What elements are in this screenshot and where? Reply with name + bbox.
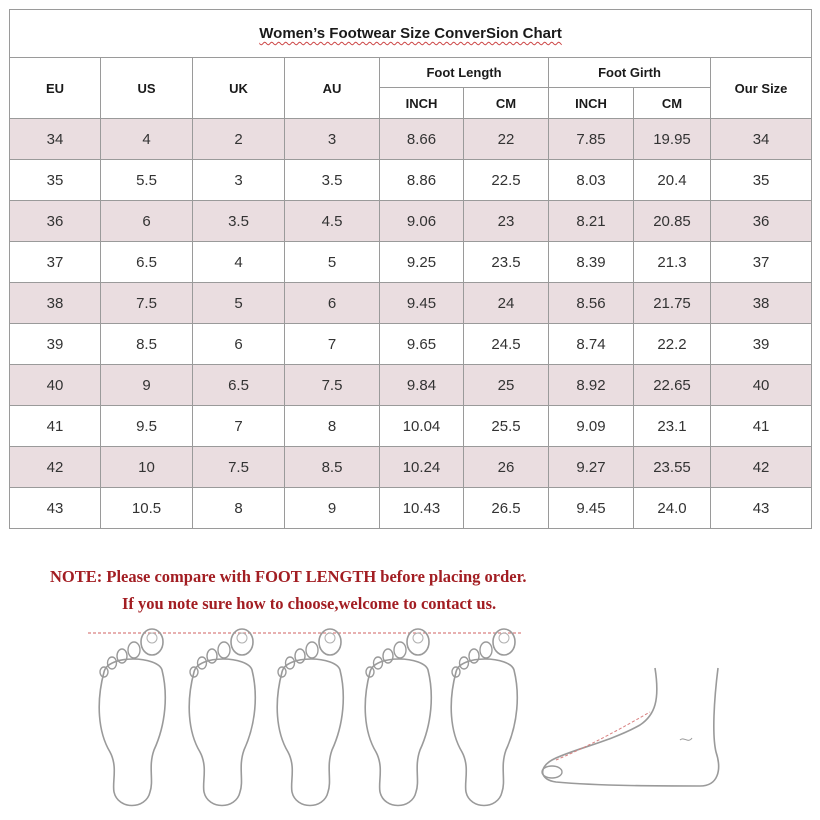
cell-us: 8.5 [101, 324, 193, 365]
foot-side-icon [542, 668, 719, 786]
foot-sole-icon [189, 629, 255, 806]
cell-us: 5.5 [101, 160, 193, 201]
cell-au: 3.5 [285, 160, 380, 201]
cell-au: 9 [285, 488, 380, 529]
cell-len-inch: 9.65 [380, 324, 464, 365]
size-conversion-table [9, 9, 812, 529]
cell-au: 8 [285, 406, 380, 447]
cell-our: 39 [711, 324, 812, 365]
cell-au: 7.5 [285, 365, 380, 406]
header-girth-inch: INCH [549, 88, 634, 119]
cell-len-cm: 25 [464, 365, 549, 406]
cell-our: 38 [711, 283, 812, 324]
cell-eu: 42 [10, 447, 101, 488]
cell-len-inch: 9.25 [380, 242, 464, 283]
cell-girth-cm: 24.0 [634, 488, 711, 529]
cell-us: 6.5 [101, 242, 193, 283]
header-au: AU [285, 58, 380, 119]
cell-girth-cm: 20.4 [634, 160, 711, 201]
table-row [10, 119, 812, 160]
cell-len-inch: 8.66 [380, 119, 464, 160]
cell-len-cm: 26 [464, 447, 549, 488]
cell-us: 10.5 [101, 488, 193, 529]
header-foot-girth: Foot Girth [549, 58, 711, 88]
cell-len-cm: 25.5 [464, 406, 549, 447]
cell-len-cm: 22 [464, 119, 549, 160]
cell-eu: 34 [10, 119, 101, 160]
cell-uk: 7.5 [193, 447, 285, 488]
cell-us: 6 [101, 201, 193, 242]
table-row [10, 406, 812, 447]
foot-sole-icon [451, 629, 517, 806]
cell-len-cm: 23 [464, 201, 549, 242]
table-row [10, 447, 812, 488]
cell-len-inch: 8.86 [380, 160, 464, 201]
cell-len-inch: 9.06 [380, 201, 464, 242]
cell-us: 9 [101, 365, 193, 406]
cell-us: 10 [101, 447, 193, 488]
table-row [10, 160, 812, 201]
note-line-2: If you note sure how to choose,welcome to contact us. [122, 594, 497, 613]
cell-us: 4 [101, 119, 193, 160]
table-row [10, 201, 812, 242]
cell-uk: 3 [193, 160, 285, 201]
table-row [10, 365, 812, 406]
cell-our: 41 [711, 406, 812, 447]
header-eu: EU [10, 58, 101, 119]
note-line-1: NOTE: Please compare with FOOT LENGTH before placing order. [50, 567, 527, 586]
foot-illustrations [0, 620, 820, 820]
cell-eu: 39 [10, 324, 101, 365]
cell-len-cm: 23.5 [464, 242, 549, 283]
cell-au: 3 [285, 119, 380, 160]
cell-us: 9.5 [101, 406, 193, 447]
cell-our: 34 [711, 119, 812, 160]
cell-eu: 41 [10, 406, 101, 447]
cell-girth-inch: 8.39 [549, 242, 634, 283]
cell-uk: 8 [193, 488, 285, 529]
header-our-size: Our Size [711, 58, 812, 119]
cell-uk: 6 [193, 324, 285, 365]
header-foot-length: Foot Length [380, 58, 549, 88]
foot-sole-icon [277, 629, 343, 806]
cell-au: 8.5 [285, 447, 380, 488]
cell-au: 4.5 [285, 201, 380, 242]
cell-girth-cm: 22.65 [634, 365, 711, 406]
cell-eu: 38 [10, 283, 101, 324]
chart-title [10, 10, 812, 58]
cell-our: 40 [711, 365, 812, 406]
cell-eu: 37 [10, 242, 101, 283]
cell-au: 5 [285, 242, 380, 283]
cell-len-inch: 10.43 [380, 488, 464, 529]
header-length-inch: INCH [380, 88, 464, 119]
cell-len-cm: 26.5 [464, 488, 549, 529]
cell-girth-cm: 19.95 [634, 119, 711, 160]
foot-sole-icon [365, 629, 431, 806]
cell-girth-cm: 23.1 [634, 406, 711, 447]
header-us: US [101, 58, 193, 119]
cell-girth-inch: 8.92 [549, 365, 634, 406]
cell-girth-inch: 8.74 [549, 324, 634, 365]
cell-girth-cm: 21.75 [634, 283, 711, 324]
cell-len-inch: 10.04 [380, 406, 464, 447]
cell-girth-inch: 8.03 [549, 160, 634, 201]
cell-uk: 2 [193, 119, 285, 160]
cell-eu: 40 [10, 365, 101, 406]
size-chart [9, 9, 811, 529]
cell-eu: 35 [10, 160, 101, 201]
cell-us: 7.5 [101, 283, 193, 324]
cell-girth-cm: 21.3 [634, 242, 711, 283]
cell-our: 42 [711, 447, 812, 488]
cell-girth-inch: 9.27 [549, 447, 634, 488]
order-note [50, 563, 527, 617]
cell-len-inch: 9.45 [380, 283, 464, 324]
cell-girth-inch: 7.85 [549, 119, 634, 160]
cell-girth-inch: 9.45 [549, 488, 634, 529]
foot-sole-icon [99, 629, 165, 806]
header-girth-cm: CM [634, 88, 711, 119]
cell-len-inch: 9.84 [380, 365, 464, 406]
cell-our: 36 [711, 201, 812, 242]
table-row [10, 324, 812, 365]
cell-len-inch: 10.24 [380, 447, 464, 488]
cell-our: 35 [711, 160, 812, 201]
cell-len-cm: 22.5 [464, 160, 549, 201]
cell-uk: 7 [193, 406, 285, 447]
cell-uk: 3.5 [193, 201, 285, 242]
chart-title-text: Women’s Footwear Size ConverSion Chart [259, 25, 562, 42]
cell-uk: 4 [193, 242, 285, 283]
cell-eu: 36 [10, 201, 101, 242]
cell-len-cm: 24.5 [464, 324, 549, 365]
table-row [10, 488, 812, 529]
cell-our: 43 [711, 488, 812, 529]
cell-len-cm: 24 [464, 283, 549, 324]
cell-girth-cm: 20.85 [634, 201, 711, 242]
cell-girth-cm: 23.55 [634, 447, 711, 488]
cell-uk: 6.5 [193, 365, 285, 406]
table-row [10, 242, 812, 283]
cell-girth-inch: 9.09 [549, 406, 634, 447]
cell-girth-inch: 8.21 [549, 201, 634, 242]
header-length-cm: CM [464, 88, 549, 119]
cell-girth-inch: 8.56 [549, 283, 634, 324]
header-uk: UK [193, 58, 285, 119]
cell-au: 6 [285, 283, 380, 324]
cell-our: 37 [711, 242, 812, 283]
table-body [10, 119, 812, 529]
cell-au: 7 [285, 324, 380, 365]
table-row [10, 283, 812, 324]
cell-eu: 43 [10, 488, 101, 529]
cell-uk: 5 [193, 283, 285, 324]
cell-girth-cm: 22.2 [634, 324, 711, 365]
